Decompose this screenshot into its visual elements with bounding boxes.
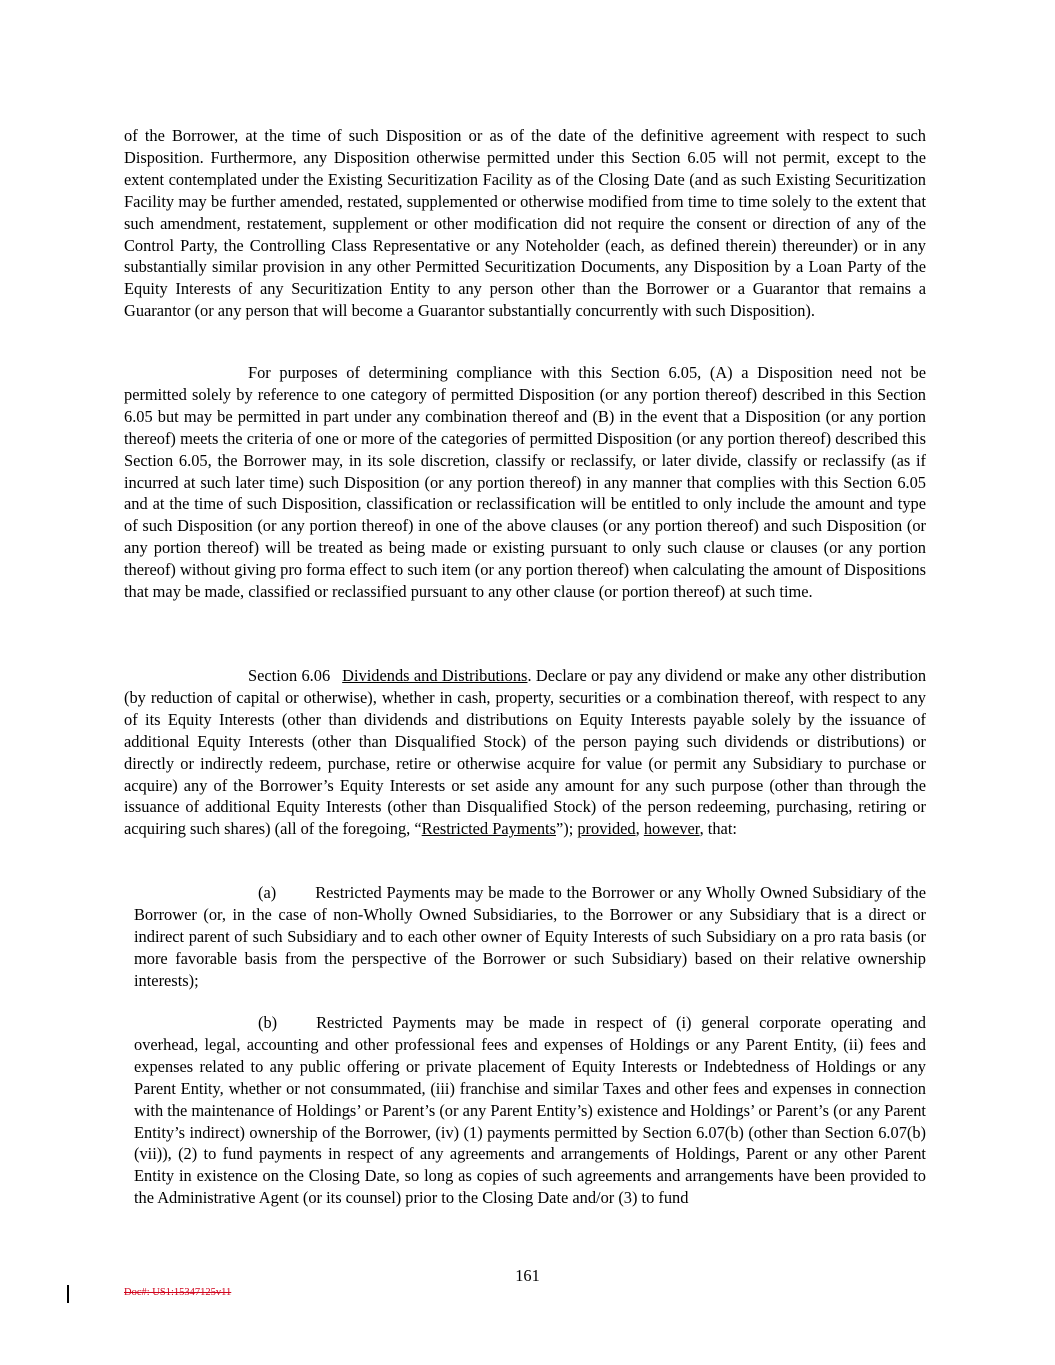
paragraph-disposition-continuation: of the Borrower, at the time of such Disposition or as of the date of the definitive agreement with respect to such Disposition. Furthermore, any Disposition otherwise permitted under this Section 6.05 will not permit, except to the extent contemplated under the Existing Securitization Facility as of the Closing Date (and as such Existing Securitization Facility may be further amended, restated, supplemented or otherwise modified from time to time solely to the extent that such amendment, restatement, supplement or other modification did not require the consent or direction of any of the Control Party, the Controlling Class Representative or any Noteholder (each, as defined therein) thereunder) or in any substantially similar provision in any other Permitted Securitization Documents, any Disposition by a Loan Party of the Equity Interests of any Securitization Entity to any person other than the Borrower or a Guarantor that remains a Guarantor (or any person that will become a Guarantor substantially concurrently with such Disposition). — [124, 126, 926, 321]
clause-a-text: Restricted Payments may be made to the Borrower or any Wholly Owned Subsidiary of the Borrower (or, in the case of non-Wholly Owned Subsidiaries, to the Borrower or any Subsidiary that is a direct or indirect parent of such Subsidiary and to each other owner of Equity Interests of such Subsidiary on a pro rata basis (or more favorable basis from the perspective of the Borrower or such Subsidiary) based on their relative ownership interests); — [134, 883, 926, 990]
section-title: Dividends and Distributions — [342, 666, 528, 685]
section-6-06-paragraph — [124, 665, 926, 840]
however-term: however — [643, 819, 700, 839]
section-number: Section 6.06 — [248, 666, 331, 685]
section-body: . Declare or pay any dividend or make any other distribution (by reduction of capital or otherwise), whether in cash, property, securities or a combination thereof, with respect to any of its Equity Interests (other than dividends and distributions on Equity Interests payable solely by the issuance of additional Equity Interests (other than Disqualified Stock) of the person paying such dividends or distributions) or directly or indirectly redeem, purchase, retire or otherwise acquire for value (or permit any Subsidiary to purchase or acquire) any of the Borrower’s Equity Interests or set aside any amount for any such purpose (other than through the issuance of additional Equity Interests (other than Disqualified Stock) of the person redeeming, purchasing, retiring or acquiring such shares) (all of the foregoing, “ — [124, 666, 927, 839]
provided-term: provided — [577, 819, 636, 839]
revision-change-bar — [67, 1285, 69, 1303]
comma-sep: , — [635, 819, 644, 839]
clause-b-text: Restricted Payments may be made in respect of (i) general corporate operating and overhead, legal, accounting and other professional fees and expenses of Holdings or any Parent Entity, (ii) fees and expenses related to any public offering or private placement of Equity Interests or Indebtedness of Holdings or any Parent Entity, whether or not consummated, (iii) franchise and similar Taxes and other fees and expenses in connection with the maintenance of Holdings’ or Parent’s (or any Parent Entity’s) existence and Holdings’ or Parent’s (or any Parent Entity’s indirect) ownership of the Borrower, (iv) (1) payments permitted by Section 6.07(b) (other than Section 6.07(b)(vii)), (2) to fund payments in respect of any agreements and arrangements of Holdings, Parent or any other Parent Entity in existence on the Closing Date, so long as copies of such agreements and arrangements have been provided to the Administrative Agent (or its counsel) prior to the Closing Date and/or (3) to fund — [134, 1013, 926, 1208]
clause-a-label: (a) — [258, 883, 277, 902]
clause-b-label: (b) — [258, 1013, 278, 1032]
defined-term-restricted-payments: Restricted Payments — [421, 819, 556, 839]
clause-b — [134, 1012, 926, 1209]
page-number: 161 — [515, 1266, 540, 1285]
section-tail: , that: — [699, 819, 737, 839]
document-id-footer: Doc#: US1:15347125v11 — [124, 1287, 232, 1298]
clause-a — [134, 882, 926, 992]
paragraph-compliance-determination: For purposes of determining compliance with this Section 6.05, (A) a Disposition need not be permitted solely by reference to one category of permitted Disposition (or any portion thereof) described in this Section 6.05 but may be permitted in part under any combination thereof and (B) in the event that a Disposition (or any portion thereof) meets the criteria of one or more of the categories of permitted Disposition (or any portion thereof) described this Section 6.05, the Borrower may, in its sole discretion, classify or reclassify, or later divide, classify or reclassify (as if incurred at such later time) such Disposition (or any portion thereof) in any manner that complies with this Section 6.05 and at the time of such Disposition, classification or reclassification will be entitled to only include the amount and type of such Disposition (or any portion thereof) in one of the above clauses (or any portion thereof) and such Disposition (or any portion thereof) will be treated as being made or existing pursuant to only such clause or clauses (or any portion thereof) without giving pro forma effect to such item (or any portion thereof) when calculating the amount of Dispositions that may be made, classified or reclassified pursuant to any other clause (or portion thereof) at such time. — [124, 363, 926, 602]
defined-term-close: ”); — [555, 819, 578, 839]
